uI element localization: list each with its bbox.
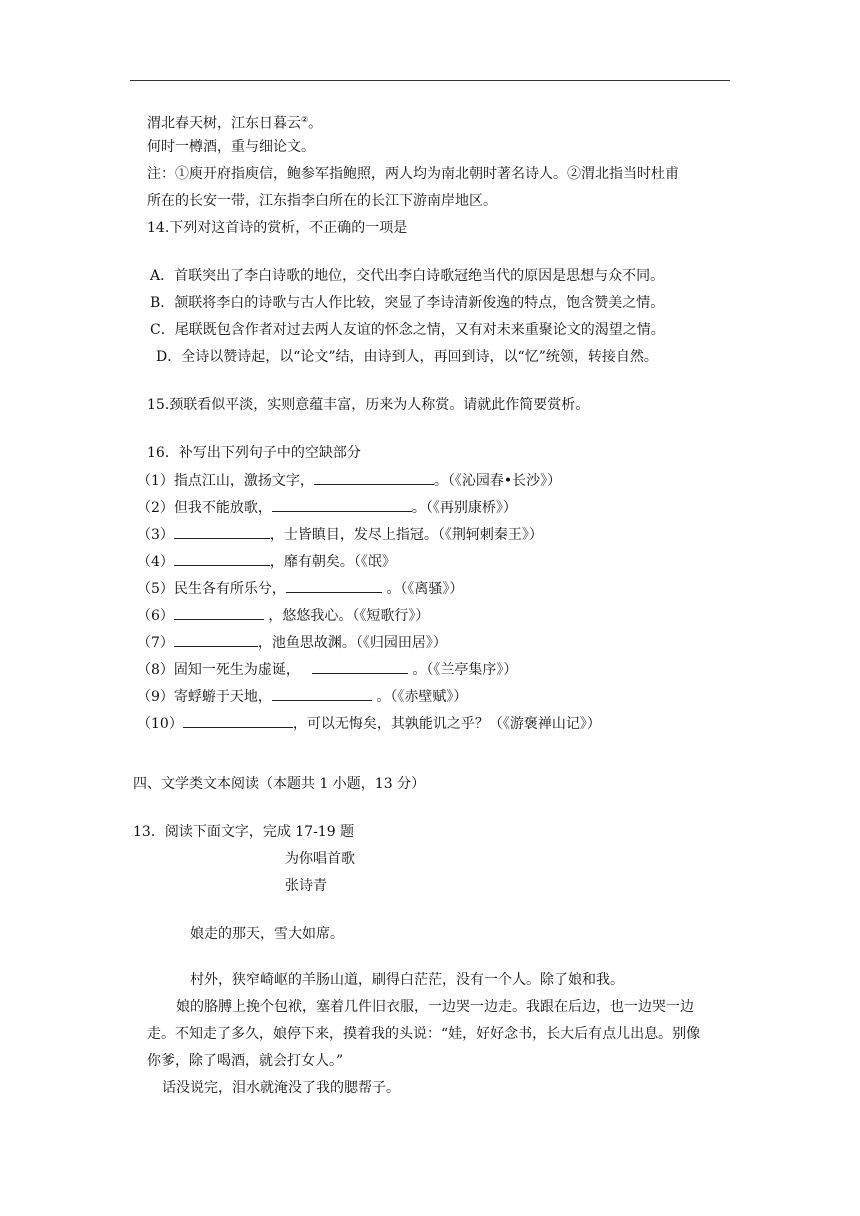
- option-c: C．尾联既包含作者对过去两人友谊的怀念之情，又有对未来重聚论文的渴望之情。: [150, 322, 665, 338]
- option-a: A．首联突出了李白诗歌的地位，交代出李白诗歌冠绝当代的原因是思想与众不同。: [150, 268, 665, 284]
- poem-line: 何时一樽酒，重与细论文。: [147, 139, 315, 155]
- option-b: B．颔联将李白的诗歌与古人作比较，突显了李诗清新俊逸的特点，饱含赞美之情。: [150, 295, 665, 311]
- fill-item: [137, 578, 463, 599]
- fill-item-suffix: ，悠悠我心。（《短歌行》）: [263, 608, 430, 624]
- fill-item-suffix: ，池鱼思故渊。（《归园田居》）: [257, 635, 447, 651]
- fill-item-suffix: 。（《再别康桥》）: [411, 500, 517, 516]
- fill-item-suffix: ，士皆瞋目，发尽上指冠。（《荆轲刺秦王》）: [269, 527, 543, 543]
- footnote-mark: ②: [301, 115, 309, 124]
- question-14-stem: 14.下列对这首诗的赏析，不正确的一项是: [147, 220, 408, 236]
- paragraph-continued: 你爹，除了喝酒，就会打女人。”: [147, 1053, 344, 1069]
- fill-item-prefix: （7）: [137, 635, 174, 651]
- fill-item: [137, 551, 396, 572]
- paragraph-continued: 走。不知走了多久，娘停下来，摸着我的头说：“娃，好好念书，长大后有点儿出息。别像: [147, 1026, 701, 1042]
- fill-item-prefix: （5）民生各有所乐兮，: [137, 581, 286, 597]
- note-line: 所在的长安一带，江东指李白所在的长江下游南岸地区。: [147, 193, 497, 209]
- fill-item-prefix: （10）: [137, 716, 183, 732]
- fill-item-suffix: ，靡有朝矣。（《氓》: [269, 554, 396, 570]
- fill-item-prefix: （9）寄蜉蝣于天地，: [137, 689, 272, 705]
- answer-blank[interactable]: [183, 713, 293, 728]
- reading-intro: 13．阅读下面文字，完成 17-19 题: [133, 824, 355, 840]
- answer-blank[interactable]: [286, 578, 382, 593]
- answer-blank[interactable]: [272, 686, 372, 701]
- paragraph: 村外，狭窄崎岖的羊肠山道，刷得白茫茫，没有一个人。除了娘和我。: [190, 972, 624, 988]
- answer-blank[interactable]: [312, 659, 408, 674]
- fill-item-prefix: （4）: [137, 554, 174, 570]
- section-heading: 四、文学类文本阅读（本题共 1 小题，13 分）: [133, 776, 426, 792]
- fill-item: [137, 524, 543, 545]
- poem-line: [147, 110, 322, 134]
- fill-item: [137, 605, 429, 626]
- answer-blank[interactable]: [272, 497, 412, 512]
- answer-blank[interactable]: [174, 632, 258, 647]
- poem-line-end: 。: [308, 115, 323, 132]
- paragraph: 娘的胳膊上挽个包袱，塞着几件旧衣服，一边哭一边走。我跟在后边，也一边哭一边: [176, 999, 694, 1015]
- fill-item-suffix: ，可以无悔矣，其孰能讥之乎？（《游褒禅山记》）: [292, 716, 601, 732]
- fill-item-prefix: （2）但我不能放歌，: [137, 500, 272, 516]
- paragraph: 娘走的那天，雪大如席。: [190, 926, 344, 942]
- fill-item: [137, 632, 447, 653]
- fill-item-prefix: （3）: [137, 527, 174, 543]
- paragraph: 话没说完，泪水就淹没了我的腮帮子。: [162, 1080, 400, 1096]
- fill-item-prefix: （6）: [137, 608, 174, 624]
- fill-item-suffix: 。（《沁园春•长沙》）: [433, 473, 562, 489]
- option-d: D．全诗以赞诗起，以“论文”结，由诗到人，再回到诗，以“忆”统领，转接自然。: [156, 349, 658, 365]
- answer-blank[interactable]: [174, 524, 270, 539]
- passage-title: 为你唱首歌: [285, 851, 355, 867]
- answer-blank[interactable]: [174, 551, 270, 566]
- fill-item-suffix: 。（《赤壁赋》）: [371, 689, 468, 705]
- answer-blank[interactable]: [174, 605, 264, 620]
- fill-item: [137, 713, 601, 734]
- fill-item-prefix: （8）固知一死生为虚诞，: [137, 662, 300, 678]
- passage-author: 张诗青: [285, 878, 327, 894]
- fill-item-prefix: （1）指点江山，激扬文字，: [137, 473, 314, 489]
- fill-item: [137, 497, 517, 518]
- poem-line-text: 渭北春天树，江东日暮云: [147, 115, 301, 132]
- answer-blank[interactable]: [314, 470, 434, 485]
- fill-item: [137, 470, 561, 491]
- fill-item: [137, 686, 467, 707]
- fill-item-suffix: 。（《离骚》）: [381, 581, 464, 597]
- header-rule: [130, 80, 730, 81]
- fill-item: [137, 659, 517, 680]
- fill-item-suffix: 。（《兰亭集序》）: [407, 662, 518, 678]
- question-15-stem: 15.颈联看似平淡，实则意蕴丰富，历来为人称赏。请就此作简要赏析。: [147, 397, 590, 413]
- note-line: 注：①庾开府指庾信，鲍参军指鲍照，两人均为南北朝时著名诗人。②渭北指当时杜甫: [147, 166, 679, 182]
- question-16-stem: 16．补写出下列句子中的空缺部分: [147, 445, 361, 461]
